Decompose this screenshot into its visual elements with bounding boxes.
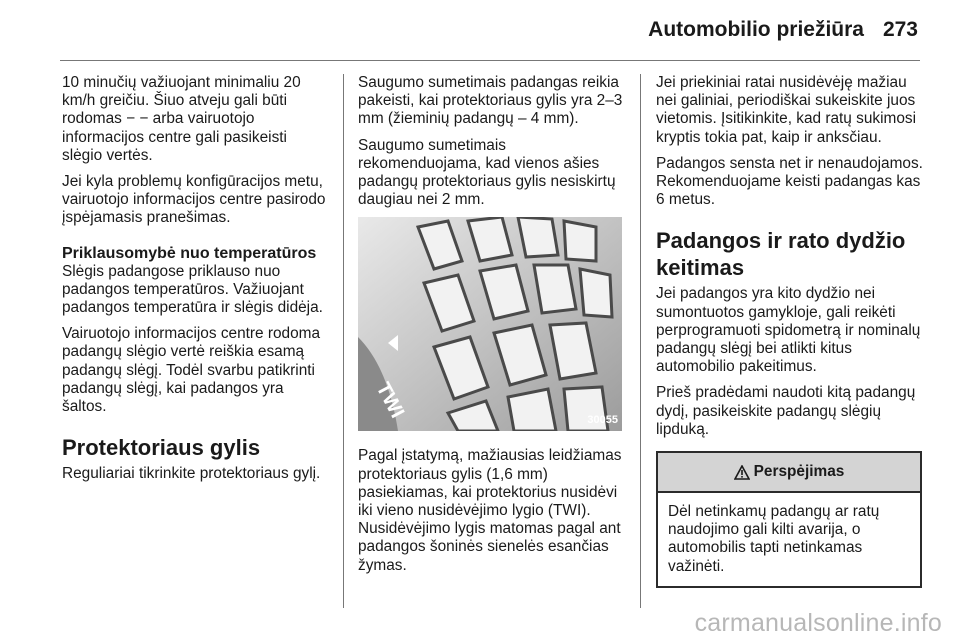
header-divider [60,60,920,61]
column-middle [358,74,624,583]
paragraph: Reguliariai tikrinkite protektoriaus gylį. [62,465,321,483]
warning-title: Perspėjimas [753,462,845,480]
warning-text: Dėl netinkamų padangų ar ratų naudojimo gali kilti avarija, o automobilis tapti netinkamas važinėti. [668,503,880,575]
paragraph: Prieš pradėdami naudoti kitą padangų dydį, pasikeiskite padangų slėgių lipduką. [656,384,916,438]
paragraph: Saugumo sumetimais rekomenduojama, kad vienos ašies padangų protektoriaus gylis nesiskirtų daugiau nei 2 mm. [358,136,616,209]
section-heading-temperature: Priklausomybė nuo temperatūros [62,244,317,262]
paragraph: Jei padangos yra kito dydžio nei sumontuotos gamykloje, gali reikėti perprogramuoti spidometrą ir nominalų padangų slėgį bei atlikti kitus automobilio pakeitimus. [656,285,921,376]
paragraph: Saugumo sumetimais padangas reikia pakeisti, kai protektoriaus gylis yra 2–3 mm (žieminių padangų – 4 mm). [358,74,623,128]
paragraph: Pagal įstatymą, mažiausias leidžiamas protektoriaus gylis (1,6 mm) pasiekiamas, kai protektorius nusidėvi iki vieno nusidėvėjimo lygio (TWI). Nusidėvėjimo lygis matomas pagal ant padangos šoninės sienelės esančias žymas. [358,447,622,574]
section-heading-size-change: Padangos ir rato dydžio keitimas [656,228,906,281]
column-left [62,74,330,491]
page-number: 273 [882,18,918,41]
column-right [656,74,924,588]
tire-tread-illustration [358,217,622,431]
page-header [0,0,960,60]
paragraph: Jei kyla problemų konfigūracijos metu, vairuotojo informacijos centre pasirodo įspėjamasis pranešimas. [62,173,326,227]
column-divider [640,74,641,608]
tire-tread-figure [358,217,622,431]
paragraph: Vairuotojo informacijos centre rodoma padangų slėgio vertė reiškia esamą padangų slėgį. Todėl svarbu patikrinti padangų slėgį, kai padangos yra šaltos. [62,325,321,416]
warning-header [658,453,920,493]
watermark: carmanualsonline.info [694,609,942,637]
paragraph: Jei priekiniai ratai nusidėvėję mažiau nei galiniai, periodiškai sukeiskite juos vietomis. Įsitikinkite, kad ratų sukimosi kryptis tokia pat, kaip ir anksčiau. [656,74,917,146]
warning-triangle-icon [734,465,750,480]
twi-marking: TWI [371,379,409,423]
paragraph: Padangos sensta net ir nenaudojamos. Rekomenduojame keisti padangas kas 6 metus. [656,154,923,209]
page-title: Automobilio priežiūra [648,18,864,41]
paragraph: Slėgis padangose priklauso nuo padangos temperatūros. Važiuojant padangos temperatūra ir slėgis didėja. [62,262,323,317]
column-divider [343,74,344,608]
figure-number: 30055 [587,414,618,427]
section-heading-tread-depth: Protektoriaus gylis [62,435,261,461]
paragraph: 10 minučių važiuojant minimaliu 20 km/h greičiu. Šiuo atveju gali būti rodomas − − arba vairuotojo informacijos centre gali pasikeisti slėgio vertės. [62,74,301,164]
warning-box [656,451,922,588]
